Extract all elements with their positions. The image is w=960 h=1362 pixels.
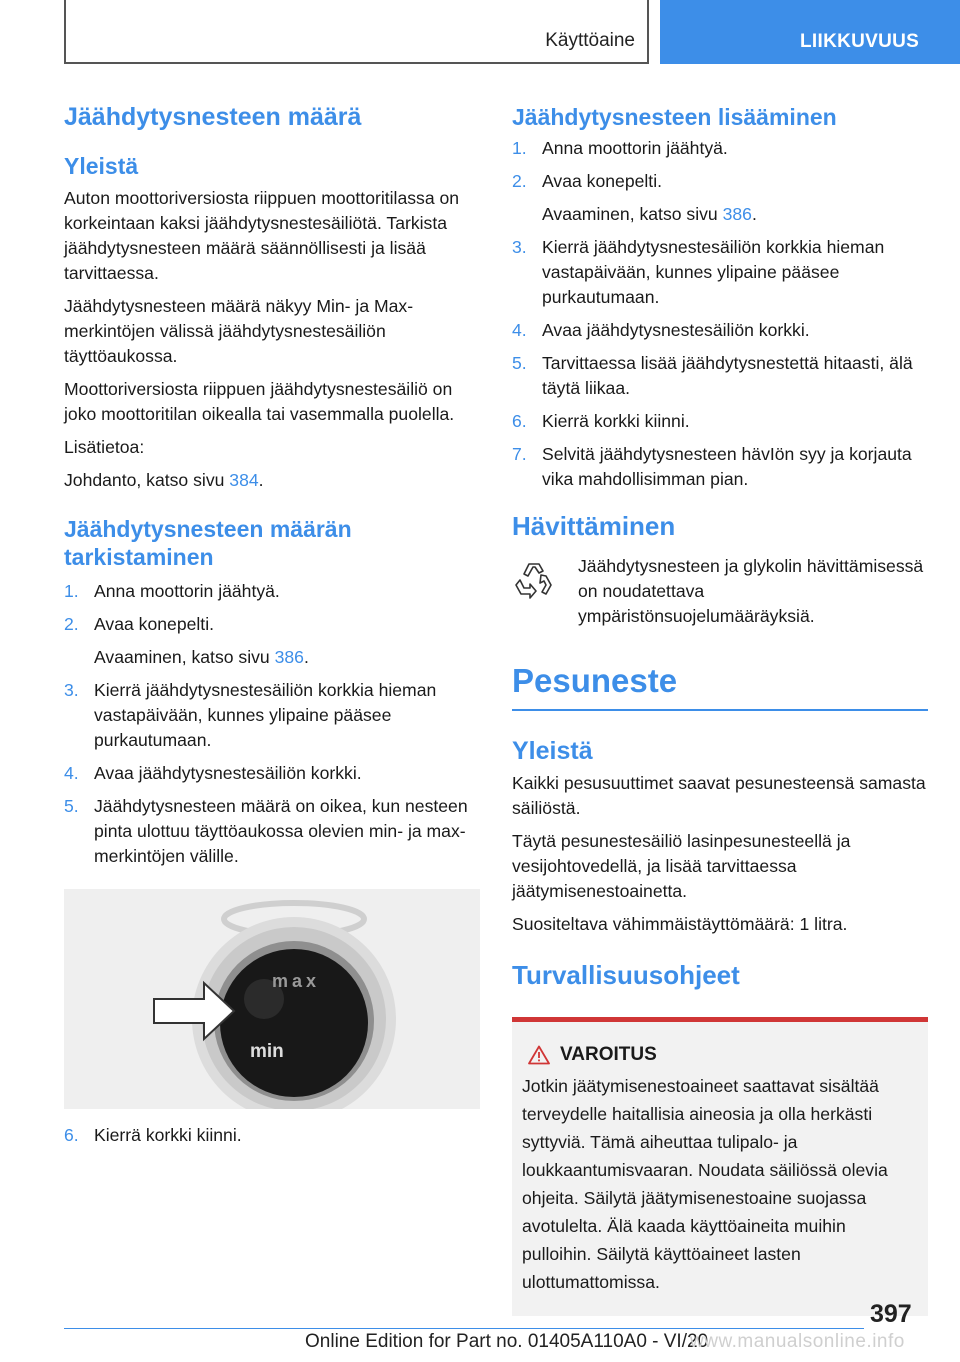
safety-heading: Turvallisuusohjeet [512, 960, 740, 990]
warning-box [512, 1017, 928, 1316]
list-item [512, 409, 928, 434]
coolant-level-title: Jäähdytysnesteen määrä [64, 103, 362, 131]
add-steps-list [512, 136, 928, 492]
coolant-cap-image [64, 889, 480, 1109]
step-text: Anna moottorin jäähtyä. [94, 581, 280, 601]
step-number: 3. [64, 680, 79, 700]
disposal-text: Jäähdytysnesteen ja glykolin hävittämisessä on noudatettava ympäristönsuojelumääräyksiä. [578, 556, 924, 626]
disposal-heading: Hävittäminen [512, 511, 676, 541]
warning-triangle-icon [528, 1045, 550, 1065]
general-paragraph-1: Auton moottoriversiosta riippuen moottoritilassa on korkeintaan kaksi jäähdytysnestesäiliötä. Tarkista jäähdytysnesteen määrä säännöllisesti ja lisää tarvittaessa. [64, 188, 460, 283]
step-number: 3. [512, 237, 527, 257]
step-number: 1. [64, 581, 79, 601]
general-paragraph-3: Moottoriversiosta riippuen jäähdytysnestesäiliö on joko moottoritilan oikealla tai vasemmalla puolella. [64, 379, 455, 424]
footer-divider [64, 1328, 864, 1329]
step-number: 6. [512, 411, 527, 431]
step-text: Avaa konepelti. [542, 171, 662, 191]
warning-text: Jotkin jäätymisenestoaineet saattavat sisältää terveydelle haitallisia aineosia ja olla herkästi syttyviä. Tämä aiheuttaa tulipalo- ja loukkaantumisvaaran. Noudata säiliössä olevia ohjeita. Säilytä jäätymisenestoaine suojassa avotulelta. Älä kaada käyttöaineita muihin pulloihin. Säilytä käyttöaineet lasten ulottumattomissa. [522, 1076, 888, 1292]
step-text: Kierrä korkki kiinni. [94, 1125, 242, 1145]
list-item [64, 761, 476, 786]
header-chapter-tab [660, 0, 960, 64]
general-paragraph-2: Jäähdytysnesteen määrä näkyy Min- ja Max-merkintöjen välissä jäähdytysnestesäiliön täyttöaukossa. [64, 296, 414, 366]
step-text: Kierrä jäähdytysnestesäiliön korkkia hieman vastapäivään, kunnes ylipaine pääsee purkautumaan. [94, 680, 437, 750]
intro-reference-text: Johdanto, katso sivu [64, 470, 230, 490]
general-heading: Yleistä [64, 153, 139, 179]
intro-reference: Johdanto, katso sivu 384. [64, 470, 264, 490]
footer-edition: Online Edition for Part no. 01405A110A0 - VI/20 [305, 1331, 709, 1352]
header-section-box [64, 0, 649, 64]
list-item [64, 1123, 476, 1148]
step-number: 4. [64, 763, 79, 783]
washer-fluid-heading: Pesuneste [512, 662, 678, 699]
step-subtext: Avaaminen, katso sivu 386. [542, 204, 757, 224]
list-item [64, 612, 476, 670]
step-number: 5. [64, 796, 79, 816]
list-item [512, 169, 928, 227]
step-number: 2. [512, 171, 527, 191]
step-text: Tarvittaessa lisää jäähdytysnestettä hitaasti, älä täytä liikaa. [542, 353, 913, 398]
list-item [512, 351, 928, 401]
step-text: Avaa jäähdytysnestesäiliön korkki. [94, 763, 362, 783]
step-number: 2. [64, 614, 79, 634]
watermark: www.manualsonline.info [690, 1331, 905, 1352]
step-subtext-label: Avaaminen, katso sivu [94, 647, 275, 667]
section-divider [512, 709, 928, 711]
washer-general-heading: Yleistä [512, 737, 593, 765]
page-number: 397 [870, 1300, 912, 1328]
max-mark: max [272, 971, 321, 991]
step-text: Selvitä jäähdytysnesteen hävIön syy ja korjauta vika mahdollisimman pian. [542, 444, 912, 489]
step-text: Avaa jäähdytysnestesäiliön korkki. [542, 320, 810, 340]
step-subtext-label: Avaaminen, katso sivu [542, 204, 723, 224]
washer-paragraph-2: Täytä pesunestesäiliö lasinpesunesteellä ja vesijohtovedellä, ja lisää tarvittaessa jäätymisenestoainetta. [512, 831, 851, 901]
check-steps-list [64, 579, 476, 869]
right-column [512, 100, 928, 1316]
step-number: 6. [64, 1125, 79, 1145]
list-item [64, 794, 476, 869]
more-info-label: Lisätietoa: [64, 437, 145, 457]
hood-page-link[interactable]: 386 [722, 204, 752, 224]
step-text: Kierrä korkki kiinni. [542, 411, 690, 431]
check-steps-list-continued [64, 1123, 476, 1148]
list-item [64, 579, 476, 604]
coolant-cap-illustration [64, 889, 480, 1109]
list-item [512, 235, 928, 310]
step-number: 4. [512, 320, 527, 340]
add-coolant-heading: Jäähdytysnesteen lisääminen [512, 104, 837, 130]
washer-paragraph-1: Kaikki pesusuuttimet saavat pesunesteensä samasta säiliöstä. [512, 773, 926, 818]
recycle-icon [512, 554, 578, 629]
list-item [512, 442, 928, 492]
list-item [64, 678, 476, 753]
step-subtext: Avaaminen, katso sivu 386. [94, 647, 309, 667]
list-item [512, 318, 928, 343]
step-text: Avaa konepelti. [94, 614, 214, 634]
warning-title: VAROITUS [560, 1044, 657, 1065]
list-item [512, 136, 928, 161]
min-mark: min [250, 1041, 284, 1062]
disposal-block [512, 554, 928, 629]
header-section-label: Käyttöaine [545, 30, 635, 51]
step-text: Anna moottorin jäähtyä. [542, 138, 728, 158]
step-number: 1. [512, 138, 527, 158]
warning-title-row [522, 1044, 918, 1066]
hood-page-link[interactable]: 386 [274, 647, 304, 667]
step-number: 7. [512, 444, 527, 464]
step-text: Jäähdytysnesteen määrä on oikea, kun nesteen pinta ulottuu täyttöaukossa olevien min- ja max-merkintöjen välille. [94, 796, 468, 866]
washer-paragraph-3: Suositeltava vähimmäistäyttömäärä: 1 litra. [512, 914, 848, 934]
left-column [64, 100, 476, 1156]
step-text: Kierrä jäähdytysnestesäiliön korkkia hieman vastapäivään, kunnes ylipaine pääsee purkautumaan. [542, 237, 885, 307]
step-number: 5. [512, 353, 527, 373]
recycle-icon-graphic [512, 558, 556, 602]
header-chapter-label: LIIKKUVUUS [800, 31, 920, 52]
check-heading: Jäähdytysnesteen määrän tarkistaminen [64, 516, 352, 570]
intro-page-link[interactable]: 384 [229, 470, 259, 490]
